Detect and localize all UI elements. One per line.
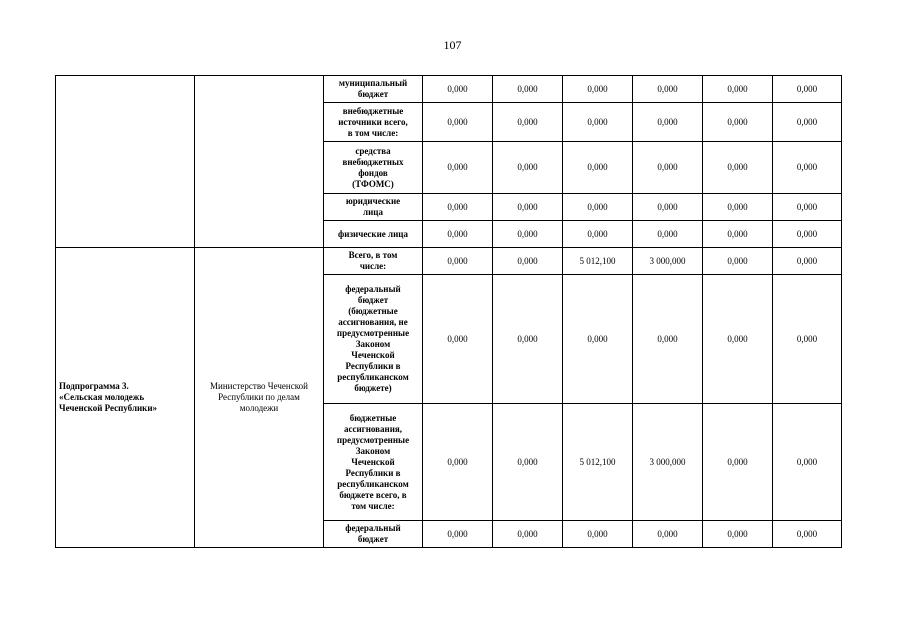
- funding-source-cell: [324, 76, 423, 103]
- funding-source-text: предусмотренные: [336, 434, 410, 445]
- prev-executor-cell: [195, 76, 324, 248]
- funding-source-text: фондов: [358, 167, 388, 178]
- value-cell: 0,000: [773, 76, 842, 103]
- subprogram-title-cell: [56, 248, 195, 548]
- funding-source-text: внебюджетных: [342, 156, 404, 167]
- value-cell: 0,000: [493, 142, 563, 194]
- value-cell: 0,000: [423, 404, 493, 521]
- value-cell: 0,000: [493, 76, 563, 103]
- funding-source-text: Чеченской: [351, 350, 395, 360]
- funding-source-text: бюджете): [354, 383, 392, 393]
- table-row: [56, 76, 842, 103]
- value-cell: 0,000: [773, 404, 842, 521]
- funding-source-text: ассигнования,: [343, 423, 403, 434]
- funding-source-cell: [324, 194, 423, 221]
- funding-source-text: бюджет: [357, 295, 389, 305]
- funding-source-text: том числе:: [351, 500, 395, 511]
- value-cell: 0,000: [703, 404, 773, 521]
- value-cell: 0,000: [773, 221, 842, 248]
- value-cell: 0,000: [703, 221, 773, 248]
- value-cell: 0,000: [563, 76, 633, 103]
- funding-source-cell: [324, 275, 423, 404]
- funding-source-text: республиканском: [337, 478, 409, 489]
- funding-source-text: ассигнования, не: [338, 317, 408, 327]
- value-cell: 0,000: [423, 194, 493, 221]
- funding-source-text: федеральный: [345, 284, 401, 294]
- executor-text: Министерство Чеченской: [210, 381, 308, 391]
- value-cell: 0,000: [633, 275, 703, 404]
- value-cell: 0,000: [773, 275, 842, 404]
- executor-text: Республики по делам: [218, 392, 300, 402]
- budget-table: [55, 75, 842, 548]
- funding-source-text: внебюджетные: [342, 105, 404, 116]
- value-cell: 0,000: [423, 521, 493, 548]
- subprogram-title-text: Чеченской Республики»: [59, 403, 158, 413]
- value-cell: 0,000: [423, 142, 493, 194]
- value-cell: 0,000: [563, 521, 633, 548]
- value-cell: 0,000: [633, 76, 703, 103]
- executor-cell: [195, 248, 324, 548]
- subprogram-title-text: Подпрограмма 3.: [59, 381, 129, 391]
- funding-source-text: юридические: [345, 196, 401, 206]
- value-cell: 0,000: [703, 194, 773, 221]
- executor-text: молодежи: [239, 403, 279, 413]
- value-cell: 0,000: [493, 248, 563, 275]
- funding-source-text: бюджет: [357, 534, 389, 544]
- prev-program-cell: [56, 76, 195, 248]
- value-cell: 0,000: [703, 142, 773, 194]
- funding-source-cell: [324, 142, 423, 194]
- subprogram-title-text: «Сельская молодежь: [59, 392, 145, 402]
- value-cell: 0,000: [773, 103, 842, 142]
- funding-source-text: лица: [363, 207, 383, 217]
- value-cell: 0,000: [563, 221, 633, 248]
- funding-source-text: бюджетные: [349, 412, 397, 423]
- funding-source-text: муниципальный: [338, 78, 408, 88]
- value-cell: 0,000: [563, 275, 633, 404]
- funding-source-text: средства: [355, 145, 391, 156]
- funding-source-text: Республики в: [345, 467, 401, 478]
- value-cell: 0,000: [773, 142, 842, 194]
- funding-source-text: бюджете всего, в: [339, 489, 407, 500]
- value-cell: 0,000: [703, 248, 773, 275]
- value-cell: 3 000,000: [633, 404, 703, 521]
- funding-source-text: предусмотренные: [336, 328, 410, 338]
- value-cell: 0,000: [773, 194, 842, 221]
- funding-source-cell: [324, 404, 423, 521]
- value-cell: 0,000: [633, 142, 703, 194]
- funding-source-text: Всего, в том: [348, 250, 398, 260]
- value-cell: 0,000: [703, 275, 773, 404]
- value-cell: 0,000: [773, 521, 842, 548]
- value-cell: 0,000: [493, 221, 563, 248]
- funding-source-text: (ТФОМС): [352, 178, 394, 189]
- funding-source-text: Чеченской: [351, 456, 395, 467]
- value-cell: 0,000: [633, 521, 703, 548]
- value-cell: 0,000: [703, 103, 773, 142]
- value-cell: 0,000: [633, 194, 703, 221]
- funding-source-text: физические лица: [338, 228, 408, 239]
- value-cell: 5 012,100: [563, 404, 633, 521]
- funding-source-cell: [324, 521, 423, 548]
- value-cell: 0,000: [423, 275, 493, 404]
- funding-source-text: числе:: [359, 261, 387, 271]
- value-cell: 0,000: [563, 194, 633, 221]
- value-cell: 0,000: [423, 76, 493, 103]
- value-cell: 0,000: [703, 76, 773, 103]
- value-cell: 0,000: [563, 103, 633, 142]
- value-cell: 0,000: [563, 142, 633, 194]
- value-cell: 0,000: [703, 521, 773, 548]
- value-cell: 0,000: [493, 275, 563, 404]
- value-cell: 0,000: [633, 221, 703, 248]
- value-cell: 0,000: [633, 103, 703, 142]
- table-row: [56, 248, 842, 275]
- funding-source-text: (бюджетные: [348, 306, 398, 316]
- value-cell: 5 012,100: [563, 248, 633, 275]
- funding-source-cell: [324, 103, 423, 142]
- value-cell: 0,000: [493, 194, 563, 221]
- page-number: 107: [443, 38, 462, 52]
- value-cell: 0,000: [493, 521, 563, 548]
- funding-source-cell: [324, 221, 423, 248]
- funding-source-text: источники всего,: [338, 116, 408, 127]
- funding-source-text: федеральный: [345, 523, 401, 533]
- funding-source-text: бюджет: [357, 89, 389, 99]
- value-cell: 3 000,000: [633, 248, 703, 275]
- funding-source-text: Законом: [355, 339, 391, 349]
- funding-source-cell: [324, 248, 423, 275]
- value-cell: 0,000: [423, 221, 493, 248]
- value-cell: 0,000: [423, 103, 493, 142]
- value-cell: 0,000: [493, 404, 563, 521]
- value-cell: 0,000: [493, 103, 563, 142]
- funding-source-text: республиканском: [337, 372, 409, 382]
- value-cell: 0,000: [423, 248, 493, 275]
- funding-source-text: Республики в: [345, 361, 401, 371]
- funding-source-text: в том числе:: [347, 127, 399, 138]
- funding-source-text: Законом: [355, 445, 391, 456]
- value-cell: 0,000: [773, 248, 842, 275]
